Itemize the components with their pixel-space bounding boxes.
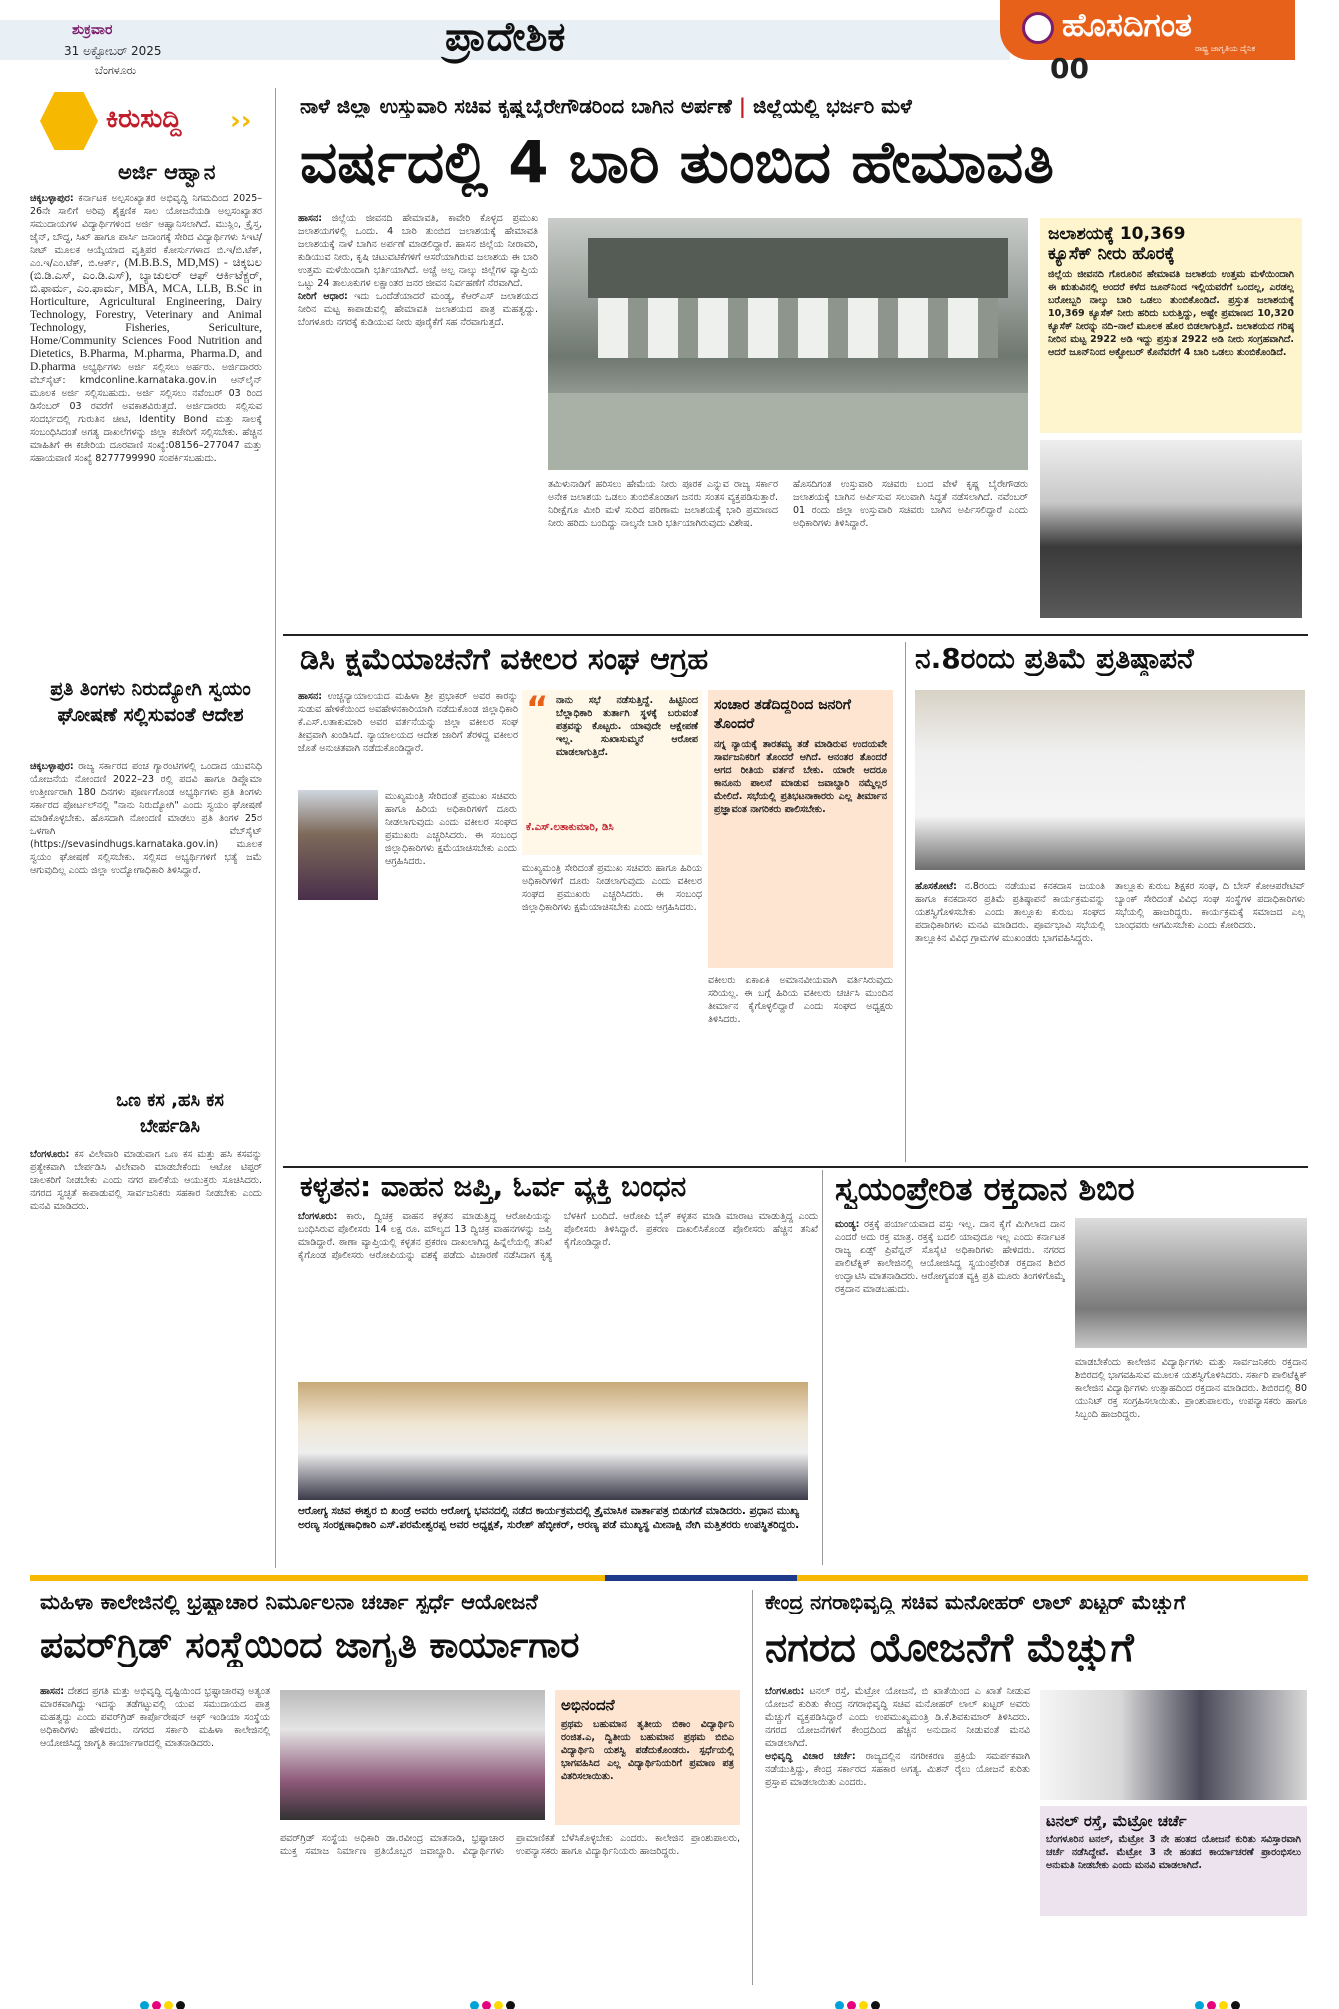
paper-name: ಹೊಸದಿಗಂತ [1062, 6, 1192, 44]
dam-wall [588, 238, 1008, 298]
lead-col1b-text: ಇದು ಒಂದೆಡೆಯಾದರೆ ಮಂಡ್ಯ, ಕೆಆರ್‌ಎಸ್ ಜಲಾಶಯದ ನೀರಿನ ಮಟ್ಟ ಕಾಪಾಡುವಲ್ಲಿ ಹೇಮಾವತಿ ಜಲಾಶಯದ ಪಾತ್ರ ಮಹತ್ವದ್ದು. ಬೆಂಗಳೂರು ನಗರಕ್ಕೆ ಕುಡಿಯುವ ನೀರು ಪೂರೈಕೆಗೆ ಸಹ ನೆರವಾಗುತ್ತದೆ. [298, 291, 538, 328]
lawyers-protest-photo [1040, 440, 1302, 618]
row2-divider [283, 1166, 1308, 1168]
lead-headline: ವರ್ಷದಲ್ಲಿ 4 ಬಾರಿ ತುಂಬಿದ ಹೇಮಾವತಿ [300, 128, 1055, 196]
statue-dateline: ಹೊಸಕೋಟೆ: [915, 881, 957, 892]
khattar-tunnel-box [1040, 1806, 1307, 1916]
registration-dots-3 [835, 1995, 883, 2009]
powergrid-award-box [555, 1690, 740, 1825]
statue-body-1: ನ.8ರಂದು ನಡೆಯುವ ಕನಕದಾಸ ಜಯಂತಿ ಹಾಗೂ ಕನಕದಾಸರ ಪ್ರತಿಮೆ ಪ್ರತಿಷ್ಠಾಪನೆ ಕಾರ್ಯಕ್ರಮವನ್ನು ಯಶಸ್ವಿಗೊಳಿಸಬೇಕು ಎಂದು ತಾಲ್ಲೂಕು ಕುರುಬ ಸಂಘದ ಪದಾಧಿಕಾರಿಗಳು ಮನವಿ ಮಾಡಿದರು. ಪೂರ್ವಭಾವಿ ಸಭೆಯಲ್ಲಿ ತಾಲ್ಲೂಕಿನ ವಿವಿಧ ಗ್ರಾಮಗಳ ಮುಖಂಡರು ಭಾಗವಹಿಸಿದ್ದರು. [915, 881, 1105, 944]
dam-river [548, 393, 1028, 470]
masthead [0, 0, 1339, 85]
masthead-day: ಶುಕ್ರವಾರ [72, 22, 113, 38]
dc-col-3: ವಕೀಲರು ಏಕಾಏಕಿ ಅಮಾನವೀಯವಾಗಿ ವರ್ತಿಸಿರುವುದು ಸರಿಯಲ್ಲ. ಈ ಬಗ್ಗೆ ಹಿರಿಯ ವಕೀಲರು ಚರ್ಚಿಸಿ ಮುಂದಿನ ತೀರ್ಮಾನ ಕೈಗೊಳ್ಳಲಿದ್ದಾರೆ ಎಂದು ಸಂಘದ ಅಧ್ಯಕ್ಷರು ತಿಳಿಸಿದರು. [708, 975, 893, 1025]
sidebar-story-1 [30, 192, 262, 662]
theft-dateline: ಬೆಂಗಳೂರು: [298, 1211, 338, 1222]
registration-dots-1 [140, 1995, 188, 2009]
theft-body [298, 1210, 818, 1370]
lead-box-title: ಜಲಾಶಯಕ್ಕೆ 10,369 [1048, 224, 1186, 244]
dc-dateline: ಹಾಸನ: [298, 691, 323, 702]
dc-traffic-box-body: ನಗ್ನ ನ್ಯಾಯಕ್ಕೆ ತಾರತಮ್ಯ ತಡೆ ಮಾಡಿರುವ ಉದಯವೇ ಸಾರ್ವಜನಿಕರಿಗೆ ತೊಂದರೆ ಆಗಿದೆ. ಆನಂತರ ತೊಂದರೆ ಆಗದ ರೀತಿಯ ವರ್ತನೆ ಬೇಕು. ಯಾರೇ ಆದರೂ ಕಾನೂನು ಪಾಲನೆ ಮಾಡುವ ಜವಾಬ್ದಾರಿ ನಮ್ಮೆಲ್ಲರ ಮೇಲಿದೆ. ಸಭೆಯಲ್ಲಿ ಪ್ರತಿಭಟನಾಕಾರರು ಎಲ್ಲ ತೀರ್ಮಾನ ಪ್ರಜ್ಞಾವಂತ ನಾಗರಿಕರು ಪಾಲಿಸಬೇಕು. [714, 739, 887, 815]
masthead-city: ಬೆಂಗಳೂರು [95, 64, 137, 77]
theft-blood-divider [822, 1170, 823, 1565]
lead-col1-text: ಜಿಲ್ಲೆಯ ಜೀವನದಿ ಹೇಮಾವತಿ, ಕಾವೇರಿ ಕೊಳ್ಳದ ಪ್ರಮುಖ ಜಲಾಶಯಗಳಲ್ಲಿ ಒಂದು. 4 ಬಾರಿ ತುಂಬಿದ ಜಲಾಶಯಕ್ಕೆ ಹೇಮಾವತಿ ಜಲಾಶಯಕ್ಕೆ ನಾಳೆ ಬಾಗಿನ ಅರ್ಪಣೆ ಮಾಡಲಿದ್ದಾರೆ. ಹಾಸನ ಜಿಲ್ಲೆಯ ನೀರಾವರಿ, ಕುಡಿಯುವ ನೀರು, ಕೃಷಿ ಚಟುವಟಿಕೆಗಳಿಗೆ ಆಸರೆಯಾಗಿರುವ ಜಲಾಶಯ ಈ ಬಾರಿ ಉತ್ತಮ ಮಳೆಯಿಂದಾಗಿ ಭರ್ತಿಯಾಗಿದೆ. ಅಚ್ಚೆ ಅಲ್ಪ ನಾಲ್ಕು ಜಿಲ್ಲೆಗಳ ವ್ಯಾಪ್ತಿಯ ಒಟ್ಟು 24 ತಾಲೂಕುಗಳ ಲಕ್ಷಾಂತರ ಜನರ ಜೀವನ ನಿರ್ವಹಣೆಗೆ ನೆರವಾಗಿದೆ. [298, 213, 538, 289]
paper-logo-emblem-icon [1022, 12, 1054, 44]
lead-col-3: ಹೊಸದಿಗಂತ ಉಸ್ತುವಾರಿ ಸಚಿವರು ಬಂದ ವೇಳೆ ಕೃಷ್ಣ ಬೈರೇಗೌಡರು ಜಲಾಶಯಕ್ಕೆ ಬಾಗಿನ ಅರ್ಪಿಸುವ ಸಲುವಾಗಿ ಸಿದ್ಧತೆ ನಡೆಸಲಾಗಿದೆ. ನವೆಂಬರ್ 01 ರಂದು ಜಿಲ್ಲಾ ಉಸ್ತುವಾರಿ ಸಚಿವರು ಬಾಗಿನ ಅರ್ಪಿಸಲಿದ್ದಾರೆ ಎಂದು ಅಧಿಕಾರಿಗಳು ತಿಳಿಸಿದ್ದಾರೆ. [793, 479, 1028, 529]
khattar-meeting-photo [1040, 1690, 1307, 1800]
dc-quote-text: ನಾನು ಸಭೆ ನಡೆಸುತ್ತಿದ್ದೆ. ಹಿಟ್ಟಿನಿಂದ ಬೆಲ್ಲಾಧಿಕಾರಿ ತುರ್ತಾಗಿ ಸ್ಥಳಕ್ಕೆ ಬರುವಂತೆ ಪತ್ರವನ್ನು ಕೊಟ್ಟರು. ಯಾವುದೇ ಆಕ್ಷೇಪಣೆ ಇಲ್ಲ. ಸುಖಾಸುಮ್ಮನೆ ಆರೋಪ ಮಾಡಲಾಗುತ್ತಿದೆ. [556, 695, 698, 758]
powergrid-award-body: ಪ್ರಥಮ ಬಹುಮಾನ ತೃತೀಯ ಬಿಕಾಂ ವಿದ್ಯಾರ್ಥಿನಿ ರಂಜಿತ.ಎ, ದ್ವಿತೀಯ ಬಹುಮಾನ ಪ್ರಥಮ ಬಿಬಿಎ ವಿದ್ಯಾರ್ಥಿನಿ ಯಶಸ್ವಿ ಪಡೆದುಕೊಂಡರು. ಸ್ಪರ್ಧೆಯಲ್ಲಿ ಭಾಗವಹಿಸಿದ ಎಲ್ಲ ವಿದ್ಯಾರ್ಥಿನಿಯರಿಗೆ ಪ್ರಮಾಣ ಪತ್ರ ವಿತರಿಸಲಾಯಿತು. [561, 1719, 734, 1782]
statue-meeting-photo [915, 690, 1305, 870]
chevrons-icon: ›› [230, 106, 252, 136]
sidebar-story-1-body2: ಅಭ್ಯರ್ಥಿಗಳು ಅರ್ಜಿ ಸಲ್ಲಿಸಲು ಅರ್ಹರು. ಅರ್ಜಿದಾರರು ವೆಬ್‌ಸೈಟ್: kmdconline.karnataka.gov.in ಆನ್‌ಲೈನ್ ಮೂಲಕ ಅರ್ಜಿ ಸಲ್ಲಿಸಬಹುದು. ಅರ್ಜಿ ಸಲ್ಲಿಸಲು ನವೆಂಬರ್ 03 ರಿಂದ ಡಿಸೆಂಬರ್ 03 ರವರೆಗೆ ಅವಕಾಶವಿರುತ್ತದೆ. ಅರ್ಜಿದಾರರು ಸಲ್ಲಿಸುವ ಸಂದರ್ಭದಲ್ಲಿ ಗುರುತಿನ ಚೀಟಿ, Identity Bond ಮತ್ತು ಸಾಲಕ್ಕೆ ಸಂಬಂಧಿಸಿದಂತೆ ಅಗತ್ಯ ದಾಖಲೆಗಳನ್ನು ಜಿಲ್ಲಾ ಕಚೇರಿಗೆ ಸಲ್ಲಿಸಬೇಕು. ಹೆಚ್ಚಿನ ಮಾಹಿತಿಗೆ ಈ ಕಚೇರಿಯ ದೂರವಾಣಿ ಸಂಖ್ಯೆ:08156–277047 ಮತ್ತು ಸಹಾಯವಾಣಿ ಸಂಖ್ಯೆ 8277799990 ಸಂಪರ್ಕಿಸಬಹುದು. [30, 362, 262, 464]
bottom-color-rule [30, 1575, 1308, 1581]
lead-box-title-2: ಕ್ಯೂಸೆಕ್ ನೀರು ಹೊರಕ್ಕೆ [1048, 244, 1175, 264]
quote-icon: “ [526, 689, 549, 729]
dc-quote-box [522, 690, 702, 855]
khattar-box-title: ಟನಲ್ ರಸ್ತೆ, ಮೆಟ್ರೋ ಚರ್ಚೆ [1046, 1812, 1187, 1830]
dc-statue-divider [905, 642, 906, 1162]
dc-col-1 [298, 690, 518, 790]
powergrid-kicker: ಮಹಿಳಾ ಕಾಲೇಜಿನಲ್ಲಿ ಭ್ರಷ್ಟಾಚಾರ ನಿರ್ಮೂಲನಾ ಚರ್ಚಾ ಸ್ಪರ್ಧೆ ಆಯೋಜನೆ [40, 1590, 538, 1614]
section-title: ಪ್ರಾದೇಶಿಕ [445, 14, 566, 60]
blood-headline: ಸ್ವಯಂಪ್ರೇರಿತ ರಕ್ತದಾನ ಶಿಬಿರ [835, 1170, 1135, 1208]
khattar-box-body: ಬೆಂಗಳೂರಿನ ಟನಲ್, ಮೆಟ್ರೋ 3 ನೇ ಹಂತದ ಯೋಜನೆ ಕುರಿತು ಸವಿಸ್ತಾರವಾಗಿ ಚರ್ಚೆ ನಡೆಸಿದ್ದೇವೆ. ಮೆಟ್ರೋ 3 ನೇ ಹಂತದ ಕಾರ್ಯಾಚರಣೆ ಪ್ರಾರಂಭಿಸಲು ಅನುಮತಿ ನೀಡಬೇಕು ಎಂದು ಮನವಿ ಮಾಡಲಾಗಿದೆ. [1046, 1834, 1301, 1871]
dc-portrait-photo [298, 790, 378, 900]
hand-icon [40, 92, 98, 150]
lead-subhead: ನೀರಿಗೆ ಆಧಾರ: [298, 291, 348, 302]
lead-kicker-left: ನಾಳೆ ಜಿಲ್ಲಾ ಉಸ್ತುವಾರಿ ಸಚಿವ ಕೃಷ್ಣಬೈರೇಗೌಡರಿಂದ ಬಾಗಿನ ಅರ್ಪಣೆ [300, 94, 732, 118]
powergrid-dateline: ಹಾಸನ: [40, 1686, 65, 1697]
lead-col-2: ತಮಿಳುನಾಡಿಗೆ ಹರಿಸಲು ಹೇಮೆಯ ನೀರು ಪೂರಕ ಎನ್ನುವ ರಾಜ್ಯ ಸರ್ಕಾರ ಅನೇಕ ಜಲಾಶಯ ಒಡಲು ತುಂಬಿಕೊಂಡಾಗ ಜನರು ಸಂತಸ ವ್ಯಕ್ತಪಡಿಸುತ್ತಾರೆ. ನಿರೀಕ್ಷೆಗೂ ಮೀರಿ ಮಳೆ ಸುರಿದ ಪರಿಣಾಮ ಜಲಾಶಯಕ್ಕೆ ಭಾರಿ ಪ್ರಮಾಣದ ನೀರು ಹರಿದು ಬಂದಿದ್ದು ನಾಲ್ಕನೇ ಬಾರಿ ಭರ್ತಿಯಾಗಿರುವುದು ವಿಶೇಷ. [548, 479, 778, 529]
lead-kicker [300, 94, 1300, 118]
lead-dateline: ಹಾಸನ: [298, 213, 323, 224]
powergrid-body-1: ದೇಶದ ಪ್ರಗತಿ ಮತ್ತು ಅಭಿವೃದ್ಧಿ ದೃಷ್ಟಿಯಿಂದ ಭ್ರಷ್ಟಾಚಾರವು ಅತ್ಯಂತ ಮಾರಕವಾಗಿದ್ದು ಇದನ್ನು ತಡೆಗಟ್ಟುವಲ್ಲಿ ಯುವ ಸಮುದಾಯದ ಪಾತ್ರ ಮಹತ್ವದ್ದು ಎಂದು ಪವರ್‌ಗ್ರಿಡ್ ಕಾರ್ಪೊರೇಷನ್ ಆಫ್ ಇಂಡಿಯಾ ಸಂಸ್ಥೆಯ ಅಧಿಕಾರಿಗಳು ಹೇಳಿದರು. ನಗರದ ಸರ್ಕಾರಿ ಮಹಿಳಾ ಕಾಲೇಜಿನಲ್ಲಿ ಆಯೋಜಿಸಿದ್ದ ಜಾಗೃತಿ ಕಾರ್ಯಾಗಾರದಲ್ಲಿ ಮಾತನಾಡಿದರು. [40, 1686, 270, 1749]
paper-tagline: ರಾಷ್ಟ್ರ ಜಾಗೃತಿಯ ದೈನಿಕ [1195, 44, 1256, 53]
khattar-headline: ನಗರದ ಯೋಜನೆಗೆ ಮೆಚ್ಚುಗೆ [765, 1625, 1134, 1671]
row1-divider [283, 634, 1308, 636]
sidebar-story-2-title: ಪ್ರತಿ ತಿಂಗಳು ನಿರುದ್ಯೋಗಿ ಸ್ವಯಂ ಘೋಷಣೆ ಸಲ್ಲಿಸುವಂತೆ ಆದೇಶ [50, 678, 251, 726]
blood-dateline: ಮಂಡ್ಯ: [835, 1219, 860, 1230]
sidebar-story-3-dateline: ಬೆಂಗಳೂರು: [30, 1149, 70, 1160]
sidebar-divider [275, 88, 276, 1568]
sidebar-story-1-courses: (M.B.B.S, MD,MS) - ಚಿಕ್ಕಬಲ (ಬಿ.ಡಿ.ಎಸ್, ಎಂ.ಡಿ.ಎಸ್), ಬ್ಯಾಚುಲರ್ ಆಫ್ ಆರ್ಕಿಟೆಕ್ಚರ್, ಬಿ.ಫಾರ್ಮ, ಎಂ.ಫಾರ್ಮ, MBA, MCA, LLB, B.Sc in Horticulture, Agricultural Engineering, Dairy Technology, Forestry, Veterinary and Animal Technology, Fisheries, Sericulture, Home/Community Sciences Food Nutrition and Dietetics, B.Pharma, M.pharma, Pharma.D, and D.pharma [30, 257, 262, 373]
powergrid-photo [280, 1690, 545, 1820]
statue-col-2: ತಾಲ್ಲೂಕು ಕುರುಬ ಶಿಕ್ಷಕರ ಸಂಘ, ದಿ ಬೇಸ್ ಕೋಆಪರೇಟಿವ್ ಬ್ಯಾಂಕ್ ಸೇರಿದಂತೆ ವಿವಿಧ ಸಂಘ ಸಂಸ್ಥೆಗಳ ಪದಾಧಿಕಾರಿಗಳು ಸಭೆಯಲ್ಲಿ ಹಾಜರಿದ್ದರು. ಕಾರ್ಯಕ್ರಮಕ್ಕೆ ಸಮಾಜದ ಎಲ್ಲ ಬಾಂಧವರು ಆಗಮಿಸಬೇಕು ಎಂದು ಕೋರಿದರು. [1115, 881, 1305, 931]
powergrid-col-1 [40, 1685, 270, 1985]
sidebar-story-2-dateline: ಚಿಕ್ಕಬಳ್ಳಾಪುರ: [30, 761, 74, 772]
powergrid-award-title: ಅಭಿನಂದನೆ [561, 1696, 615, 1714]
khattar-subhead: ಅಭಿವೃದ್ಧಿ ವಿಚಾರ ಚರ್ಚೆ: [765, 1751, 856, 1762]
dc-col-2: ಮುಖ್ಯಮಂತ್ರಿ ಸೇರಿದಂತೆ ಪ್ರಮುಖ ಸಚಿವರು ಹಾಗೂ ಹಿರಿಯ ಅಧಿಕಾರಿಗಳಿಗೆ ದೂರು ನೀಡಲಾಗುವುದು ಎಂದು ವಕೀಲರ ಸಂಘದ ಪ್ರಮುಖರು ಎಚ್ಚರಿಸಿದರು. ಈ ಸಂಬಂಧ ಜಿಲ್ಲಾಧಿಕಾರಿಗಳು ಕ್ಷಮೆಯಾಚಿಸಬೇಕು ಎಂದು ಆಗ್ರಹಿಸಿದರು. [522, 863, 702, 913]
dc-col-1b: ಮುಖ್ಯಮಂತ್ರಿ ಸೇರಿದಂತೆ ಪ್ರಮುಖ ಸಚಿವರು ಹಾಗೂ ಹಿರಿಯ ಅಧಿಕಾರಿಗಳಿಗೆ ದೂರು ನೀಡಲಾಗುವುದು ಎಂದು ವಕೀಲರ ಸಂಘದ ಪ್ರಮುಖರು ಎಚ್ಚರಿಸಿದರು. ಈ ಸಂಬಂಧ ಜಿಲ್ಲಾಧಿಕಾರಿಗಳು ಕ್ಷಮೆಯಾಚಿಸಬೇಕು ಎಂದು ಆಗ್ರಹಿಸಿದರು. [385, 791, 517, 867]
powergrid-col-2: ಪವರ್‌ಗ್ರಿಡ್ ಸಂಸ್ಥೆಯ ಅಧಿಕಾರಿ ಡಾ.ರವೀಂದ್ರ ಮಾತನಾಡಿ, ಭ್ರಷ್ಟಾಚಾರ ಮುಕ್ತ ಸಮಾಜ ನಿರ್ಮಾಣ ಪ್ರತಿಯೊಬ್ಬರ ಜವಾಬ್ದಾರಿ. ವಿದ್ಯಾರ್ಥಿಗಳು ಪ್ರಾಮಾಣಿಕತೆ ಬೆಳೆಸಿಕೊಳ್ಳಬೇಕು ಎಂದರು. ಕಾಲೇಜಿನ ಪ್ರಾಂಶುಪಾಲರು, ಉಪನ್ಯಾಸಕರು ಹಾಗೂ ವಿದ್ಯಾರ್ಥಿನಿಯರು ಹಾಜರಿದ್ದರು. [280, 1833, 740, 1857]
lead-kicker-right: ಜಿಲ್ಲೆಯಲ್ಲಿ ಭರ್ಜರಿ ಮಳೆ [753, 94, 912, 118]
dc-traffic-box-title: ಸಂಚಾರ ತಡೆದಿದ್ದರಿಂದ ಜನರಿಗೆ ತೊಂದರೆ [714, 697, 851, 732]
registration-dots-4 [1195, 1995, 1243, 2009]
page-number: 00 [1050, 52, 1089, 85]
blood-col-2: ಮಾಡಬೇಕೆಂದು ಕಾಲೇಜಿನ ವಿದ್ಯಾರ್ಥಿಗಳು ಮತ್ತು ಸಾರ್ವಜನಿಕರು ರಕ್ತದಾನ ಶಿಬಿರದಲ್ಲಿ ಭಾಗವಹಿಸುವ ಮೂಲಕ ಯಶಸ್ವಿಗೊಳಿಸಿದರು. ಸರ್ಕಾರಿ ಪಾಲಿಟೆಕ್ನಿಕ್ ಕಾಲೇಜಿನ ವಿದ್ಯಾರ್ಥಿಗಳು ಉತ್ಸಾಹದಿಂದ ರಕ್ತದಾನ ಮಾಡಿದರು. ಶಿಬಿರದಲ್ಲಿ 80 ಯುನಿಟ್ ರಕ್ತ ಸಂಗ್ರಹಿಸಲಾಯಿತು. ಪ್ರಾಂಶುಪಾಲರು, ಉಪನ್ಯಾಸಕರು ಹಾಗೂ ಸಿಬ್ಬಂದಿ ಹಾಜರಿದ್ದರು. [1075, 1357, 1307, 1420]
dc-headline: ಡಿಸಿ ಕ್ಷಮೆಯಾಚನೆಗೆ ವಕೀಲರ ಸಂಘ ಆಗ್ರಹ [300, 642, 709, 677]
sidebar [30, 88, 262, 1568]
khattar-body-1: ಟನಲ್ ರಸ್ತೆ, ಮೆಟ್ರೋ ಯೋಜನೆ, ಬಿ ಖಾತೆಯಿಂದ ಎ ಖಾತೆ ನೀಡುವ ಯೋಜನೆ ಕುರಿತು ಕೇಂದ್ರ ನಗರಾಭಿವೃದ್ಧಿ ಸಚಿವ ಮನೋಹರ್ ಲಾಲ್ ಖಟ್ಟರ್ ಅವರು ಮೆಚ್ಚುಗೆ ವ್ಯಕ್ತಪಡಿಸಿದ್ದಾರೆ ಎಂದು ಉಪಮುಖ್ಯಮಂತ್ರಿ ಡಿ.ಕೆ.ಶಿವಕುಮಾರ್ ತಿಳಿಸಿದರು. ನಗರದ ಯೋಜನೆಗಳಿಗೆ ಕೇಂದ್ರದಿಂದ ಹೆಚ್ಚಿನ ಅನುದಾನ ನೀಡುವಂತೆ ಮನವಿ ಮಾಡಲಾಗಿದೆ. [765, 1686, 1030, 1749]
lead-sidebox [1040, 218, 1302, 433]
kirusuddi-badge [40, 92, 252, 150]
dam-spillway [598, 298, 998, 358]
khattar-body-2: ರಾಜ್ಯದಲ್ಲಿನ ನಗರೀಕರಣ ಪ್ರಕ್ರಿಯೆ ಸಮರ್ಪಕವಾಗಿ ನಡೆಯುತ್ತಿದ್ದು, ಕೇಂದ್ರ ಸರ್ಕಾರದ ಸಹಕಾರ ಅಗತ್ಯ. ಮಿಶನ್ ರೈಲು ಯೋಜನೆ ಕುರಿತು ಪ್ರಸ್ತಾಪ ಮಾಡಲಾಯಿತು ಎಂದರು. [765, 1751, 1030, 1788]
statue-headline: ನ.8ರಂದು ಪ್ರತಿಮೆ ಪ್ರತಿಷ್ಠಾಪನೆ [915, 642, 1194, 675]
blood-donation-photo [1075, 1218, 1307, 1348]
dc-quote-by: ಕೆ.ಎಸ್.ಲತಾಕುಮಾರಿ, ಡಿಸಿ [526, 822, 614, 833]
lead-col-1 [298, 212, 538, 617]
lead-kicker-separator: | [738, 94, 747, 118]
sidebar-brand: ಕಿರುಸುದ್ದಿ [106, 104, 182, 134]
book-release-photo [298, 1382, 808, 1500]
sidebar-story-1-dateline: ಚಿಕ್ಕಬಳ್ಳಾಪುರ: [30, 193, 74, 204]
paper-logo [1000, 0, 1295, 60]
blood-col-1 [835, 1218, 1065, 1563]
khattar-dateline: ಬೆಂಗಳೂರು: [765, 1686, 805, 1697]
blood-body-1: ರಕ್ತಕ್ಕೆ ಪರ್ಯಾಯವಾದ ವಸ್ತು ಇಲ್ಲ. ದಾನ ಕೈಗೆ ಮಿಗಿಲಾದ ದಾನ ಎಂದರೆ ಅದು ರಕ್ತ ಮಾತ್ರ. ರಕ್ತಕ್ಕೆ ಬದಲಿ ಯಾವುದೂ ಇಲ್ಲ ಎಂದು ಕರ್ನಾಟಕ ರಾಜ್ಯ ಏಡ್ಸ್ ಪ್ರಿವೆನ್ಷನ್ ಸೊಸೈಟಿ ಅಧಿಕಾರಿಗಳು ಹೇಳಿದರು. ನಗರದ ಪಾಲಿಟೆಕ್ನಿಕ್ ಕಾಲೇಜಿನಲ್ಲಿ ಆಯೋಜಿಸಿದ್ದ ಸ್ವಯಂಪ್ರೇರಿತ ರಕ್ತದಾನ ಶಿಬಿರ ಉದ್ಘಾಟಿಸಿ ಮಾತನಾಡಿದರು. ಆರೋಗ್ಯವಂತ ವ್ಯಕ್ತಿ ಪ್ರತಿ ಮೂರು ತಿಂಗಳಿಗೊಮ್ಮೆ ರಕ್ತದಾನ ಮಾಡಬಹುದು. [835, 1219, 1065, 1295]
sidebar-story-3-title: ಒಣ ಕಸ ,ಹಸಿ ಕಸ ಬೇರ್ಪಡಿಸಿ [116, 1090, 224, 1137]
registration-dots-2 [470, 1995, 518, 2009]
sidebar-story-3 [30, 1148, 262, 1246]
theft-body-text: ಕಾರು, ದ್ವಿಚಕ್ರ ವಾಹನ ಕಳ್ಳತನ ಮಾಡುತ್ತಿದ್ದ ಆರೋಪಿಯನ್ನು ಬಂಧಿಸಿರುವ ಪೊಲೀಸರು 14 ಲಕ್ಷ ರೂ. ಮೌಲ್ಯದ 13 ದ್ವಿಚಕ್ರ ವಾಹನಗಳನ್ನು ಜಪ್ತಿ ಮಾಡಿದ್ದಾರೆ. ಠಾಣಾ ವ್ಯಾಪ್ತಿಯಲ್ಲಿ ಕಳ್ಳತನ ಪ್ರಕರಣ ದಾಖಲಾಗಿದ್ದ ಹಿನ್ನೆಲೆಯಲ್ಲಿ ತನಿಖೆ ಕೈಗೊಂಡ ಪೊಲೀಸರು ಆರೋಪಿಯನ್ನು ವಶಕ್ಕೆ ಪಡೆದು ವಿಚಾರಣೆ ನಡೆಸಿದಾಗ ಕೃತ್ಯ ಬೆಳಕಿಗೆ ಬಂದಿದೆ. ಆರೋಪಿ ಬೈಕ್ ಕಳ್ಳತನ ಮಾಡಿ ಮಾರಾಟ ಮಾಡುತ್ತಿದ್ದ ಎಂದು ಪೊಲೀಸರು ತಿಳಿಸಿದ್ದಾರೆ. ಪ್ರಕರಣ ದಾಖಲಿಸಿಕೊಂಡ ಪೊಲೀಸರು ಹೆಚ್ಚಿನ ತನಿಖೆ ಕೈಗೊಂಡಿದ್ದಾರೆ. [298, 1211, 818, 1261]
statue-col-1 [915, 880, 1105, 1160]
sidebar-story-1-title: ಅರ್ಜಿ ಆಹ್ವಾನ [118, 160, 216, 184]
sidebar-story-3-body: ಕಸ ವಿಲೇವಾರಿ ಮಾಡುವಾಗ ಒಣ ಕಸ ಮತ್ತು ಹಸಿ ಕಸವನ್ನು ಪ್ರತ್ಯೇಕವಾಗಿ ಬೇರ್ಪಡಿಸಿ ವಿಲೇವಾರಿ ಮಾಡಬೇಕೆಂದು ಆಟೋ ಟಿಪ್ಪರ್ ಚಾಲಕರಿಗೆ ನೀಡಬೇಕು ಎಂದು ನಗರ ಪಾಲಿಕೆಯ ಆಯುಕ್ತರು ಸೂಚಿಸಿದರು. ನಗರದ ಸ್ವಚ್ಛತೆ ಕಾಪಾಡುವಲ್ಲಿ ಸಾರ್ವಜನಿಕರು ಸಹಕಾರ ನೀಡಬೇಕು ಎಂದು ಮನವಿ ಮಾಡಿದರು. [30, 1149, 262, 1212]
khattar-col-1 [765, 1685, 1030, 1985]
sidebar-story-2-body: ರಾಜ್ಯ ಸರ್ಕಾರದ ಪಂಚ ಗ್ಯಾರಂಟಿಗಳಲ್ಲಿ ಒಂದಾದ ಯುವನಿಧಿ ಯೋಜನೆಯ ನೋಂದಣಿ 2022–23 ರಲ್ಲಿ ಪದವಿ ಹಾಗೂ ಡಿಪ್ಲೊಮಾ ಉತ್ತೀರ್ಣರಾಗಿ 180 ದಿನಗಳು ಪೂರ್ಣಗೊಂಡ ಅಭ್ಯರ್ಥಿಗಳು ಪ್ರತಿ ತಿಂಗಳು ಸರ್ಕಾರದ ಪೋರ್ಟಲ್‌ನಲ್ಲಿ "ನಾನು ನಿರುದ್ಯೋಗಿ" ಎಂದು ಸ್ವಯಂ ಘೋಷಣೆ ಮಾಡಿಕೊಳ್ಳಬೇಕು. ಹೊಸದಾಗಿ ನೋಂದಣಿ ಮಾಡಲು ಪ್ರತಿ ತಿಂಗಳ 25ರ ಒಳಗಾಗಿ ವೆಬ್‌ಸೈಟ್ (https://sevasindhugs.karnataka.gov.in) ಮೂಲಕ ಸ್ವಯಂ ಘೋಷಣೆ ಸಲ್ಲಿಸಬೇಕು. ಸಲ್ಲಿಸದ ಅಭ್ಯರ್ಥಿಗಳಿಗೆ ಭತ್ಯೆ ಜಮೆ ಆಗುವುದಿಲ್ಲ ಎಂದು ಜಿಲ್ಲಾ ಉದ್ಯೋಗಾಧಿಕಾರಿ ತಿಳಿಸಿದ್ದಾರೆ. [30, 761, 262, 876]
masthead-date: 31 ಅಕ್ಟೋಬರ್ 2025 [64, 44, 162, 58]
dc-body-1: ಉಚ್ಚನ್ಯಾಯಾಲಯದ ಮಹಿಳಾ ಶ್ರೀ ಪ್ರಭಾಕರ್ ಅವರ ಕಾರನ್ನು ಸುಡುವ ಹೇಳಿಕೆಯಿಂದ ಅವಹೇಳನಕಾರಿಯಾಗಿ ನಡೆದುಕೊಂಡ ಜಿಲ್ಲಾಧಿಕಾರಿ ಕೆ.ಎಸ್.ಲತಾಕುಮಾರಿ ಅವರ ವರ್ತನೆಯನ್ನು ಜಿಲ್ಲಾ ವಕೀಲರ ಸಂಘ ತೀವ್ರವಾಗಿ ಖಂಡಿಸಿದೆ. ನ್ಯಾಯಾಲಯದ ಆದೇಶ ಜಾರಿಗೆ ತೆರಳಿದ್ದ ವಕೀಲರ ಜೊತೆ ಅನುಚಿತವಾಗಿ ನಡೆದುಕೊಂಡಿದ್ದಾರೆ. [298, 691, 518, 754]
theft-headline: ಕಳ್ಳತನ: ವಾಹನ ಜಪ್ತಿ, ಓರ್ವ ವ್ಯಕ್ತಿ ಬಂಧನ [300, 1170, 687, 1203]
sidebar-story-1-body: ಕರ್ನಾಟಕ ಅಲ್ಪಸಂಖ್ಯಾತರ ಅಭಿವೃದ್ಧಿ ನಿಗಮದಿಂದ 2025–26ನೇ ಸಾಲಿಗೆ ಅರಿವು ಶೈಕ್ಷಣಿಕ ಸಾಲ ಯೋಜನೆಯಡಿ ಅಲ್ಪಸಂಖ್ಯಾತರ ಸಮುದಾಯಗಳ ವಿದ್ಯಾರ್ಥಿಗಳಿಂದ ಅರ್ಜಿ ಆಹ್ವಾನಿಸಲಾಗಿದೆ. ಮುಸ್ಲಿಂ, ಕ್ರೈಸ್ತ, ಜೈನ್, ಬೌದ್ಧ, ಸಿಖ್ ಹಾಗೂ ಪಾರ್ಸಿ ಜನಾಂಗಕ್ಕೆ ಸೇರಿದ ವಿದ್ಯಾರ್ಥಿಗಳು ಸಿಇಟಿ/ನೀಟ್ ಮೂಲಕ ಆಯ್ಕೆಯಾದ ವೃತ್ತಿಪರ ಕೋರ್ಸುಗಳಾದ ಬಿ.ಇ/ಬಿ.ಟೆಕ್, ಎಂ.ಇ/ಎಂ.ಟೆಕ್, ಬಿ.ಆರ್ಕ್, [30, 193, 262, 269]
book-release-caption: ಆರೋಗ್ಯ ಸಚಿವ ಈಶ್ವರ ಬಿ ಖಂಡ್ರೆ ಅವರು ಆರೋಗ್ಯ ಭವನದಲ್ಲಿ ನಡೆದ ಕಾರ್ಯಕ್ರಮದಲ್ಲಿ ತ್ರೈಮಾಸಿಕ ವಾರ್ತಾಪತ್ರ ಬಿಡುಗಡೆ ಮಾಡಿದರು. ಪ್ರಧಾನ ಮುಖ್ಯ ಅರಣ್ಯ ಸಂರಕ್ಷಣಾಧಿಕಾರಿ ಎಸ್.ಪರಮೇಶ್ವರಪ್ಪ ಅವರ ಅಧ್ಯಕ್ಷತೆ, ಸುರೇಶ್ ಹೆಬ್ಳೀಕರ್, ಅರಣ್ಯ ಪಡೆ ಮುಖ್ಯಸ್ಥ ಮೀನಾಕ್ಷಿ ನೇಗಿ ಮತ್ತಿತರರು ಉಪಸ್ಥಿತರಿದ್ದರು. [298, 1505, 800, 1531]
dam-photo [548, 218, 1028, 470]
dc-traffic-box [708, 690, 893, 968]
powergrid-headline: ಪವರ್‌ಗ್ರಿಡ್ ಸಂಸ್ಥೆಯಿಂದ ಜಾಗೃತಿ ಕಾರ್ಯಾಗಾರ [40, 1625, 580, 1666]
lead-box-body: ಜಿಲ್ಲೆಯ ಜೀವನದಿ ಗೊರೂರಿನ ಹೇಮಾವತಿ ಜಲಾಶಯ ಉತ್ತಮ ಮಳೆಯಿಂದಾಗಿ ಈ ಋತುವಿನಲ್ಲಿ ಅಂದರೆ ಕಳೆದ ಜೂನ್‌ನಿಂದ ಇಲ್ಲಿಯವರೆಗೆ ಒಂದಲ್ಲ, ಎರಡಲ್ಲ ಬರೋಬ್ಬರಿ ನಾಲ್ಕು ಬಾರಿ ಒಡಲು ತುಂಬಿಕೊಂಡಿದೆ. ಪ್ರಸ್ತುತ ಜಲಾಶಯಕ್ಕೆ 10,369 ಕ್ಯೂಸೆಕ್ ನೀರು ಹರಿದು ಬರುತ್ತಿದ್ದು, ಅಷ್ಟೇ ಪ್ರಮಾಣದ 10,320 ಕ್ಯೂಸೆಕ್ ನೀರನ್ನು ನದಿ–ನಾಲೆ ಮೂಲಕ ಹೊರ ಬಿಡಲಾಗುತ್ತಿದೆ. ಜಲಾಶಯದ ಗರಿಷ್ಠ ನೀರಿನ ಮಟ್ಟ 2922 ಅಡಿ ಇದ್ದು ಪ್ರಸ್ತುತ 2922 ಅಡಿ ನೀರು ಸಂಗ್ರಹವಾಗಿದೆ. ಆದರೆ ಜೂನ್‌ನಿಂದ ಅಕ್ಟೋಬರ್ ಕೊನೆವರೆಗೆ 4 ಬಾರಿ ಒಡಲು ತುಂಬಿಕೊಂಡಿದೆ. [1048, 269, 1294, 358]
sidebar-story-2 [30, 760, 262, 1072]
powergrid-khattar-divider [752, 1590, 753, 1985]
khattar-kicker: ಕೇಂದ್ರ ನಗರಾಭಿವೃದ್ಧಿ ಸಚಿವ ಮನೋಹರ್ ಲಾಲ್ ಖಟ್ಟರ್ ಮೆಚ್ಚುಗೆ [765, 1590, 1186, 1614]
